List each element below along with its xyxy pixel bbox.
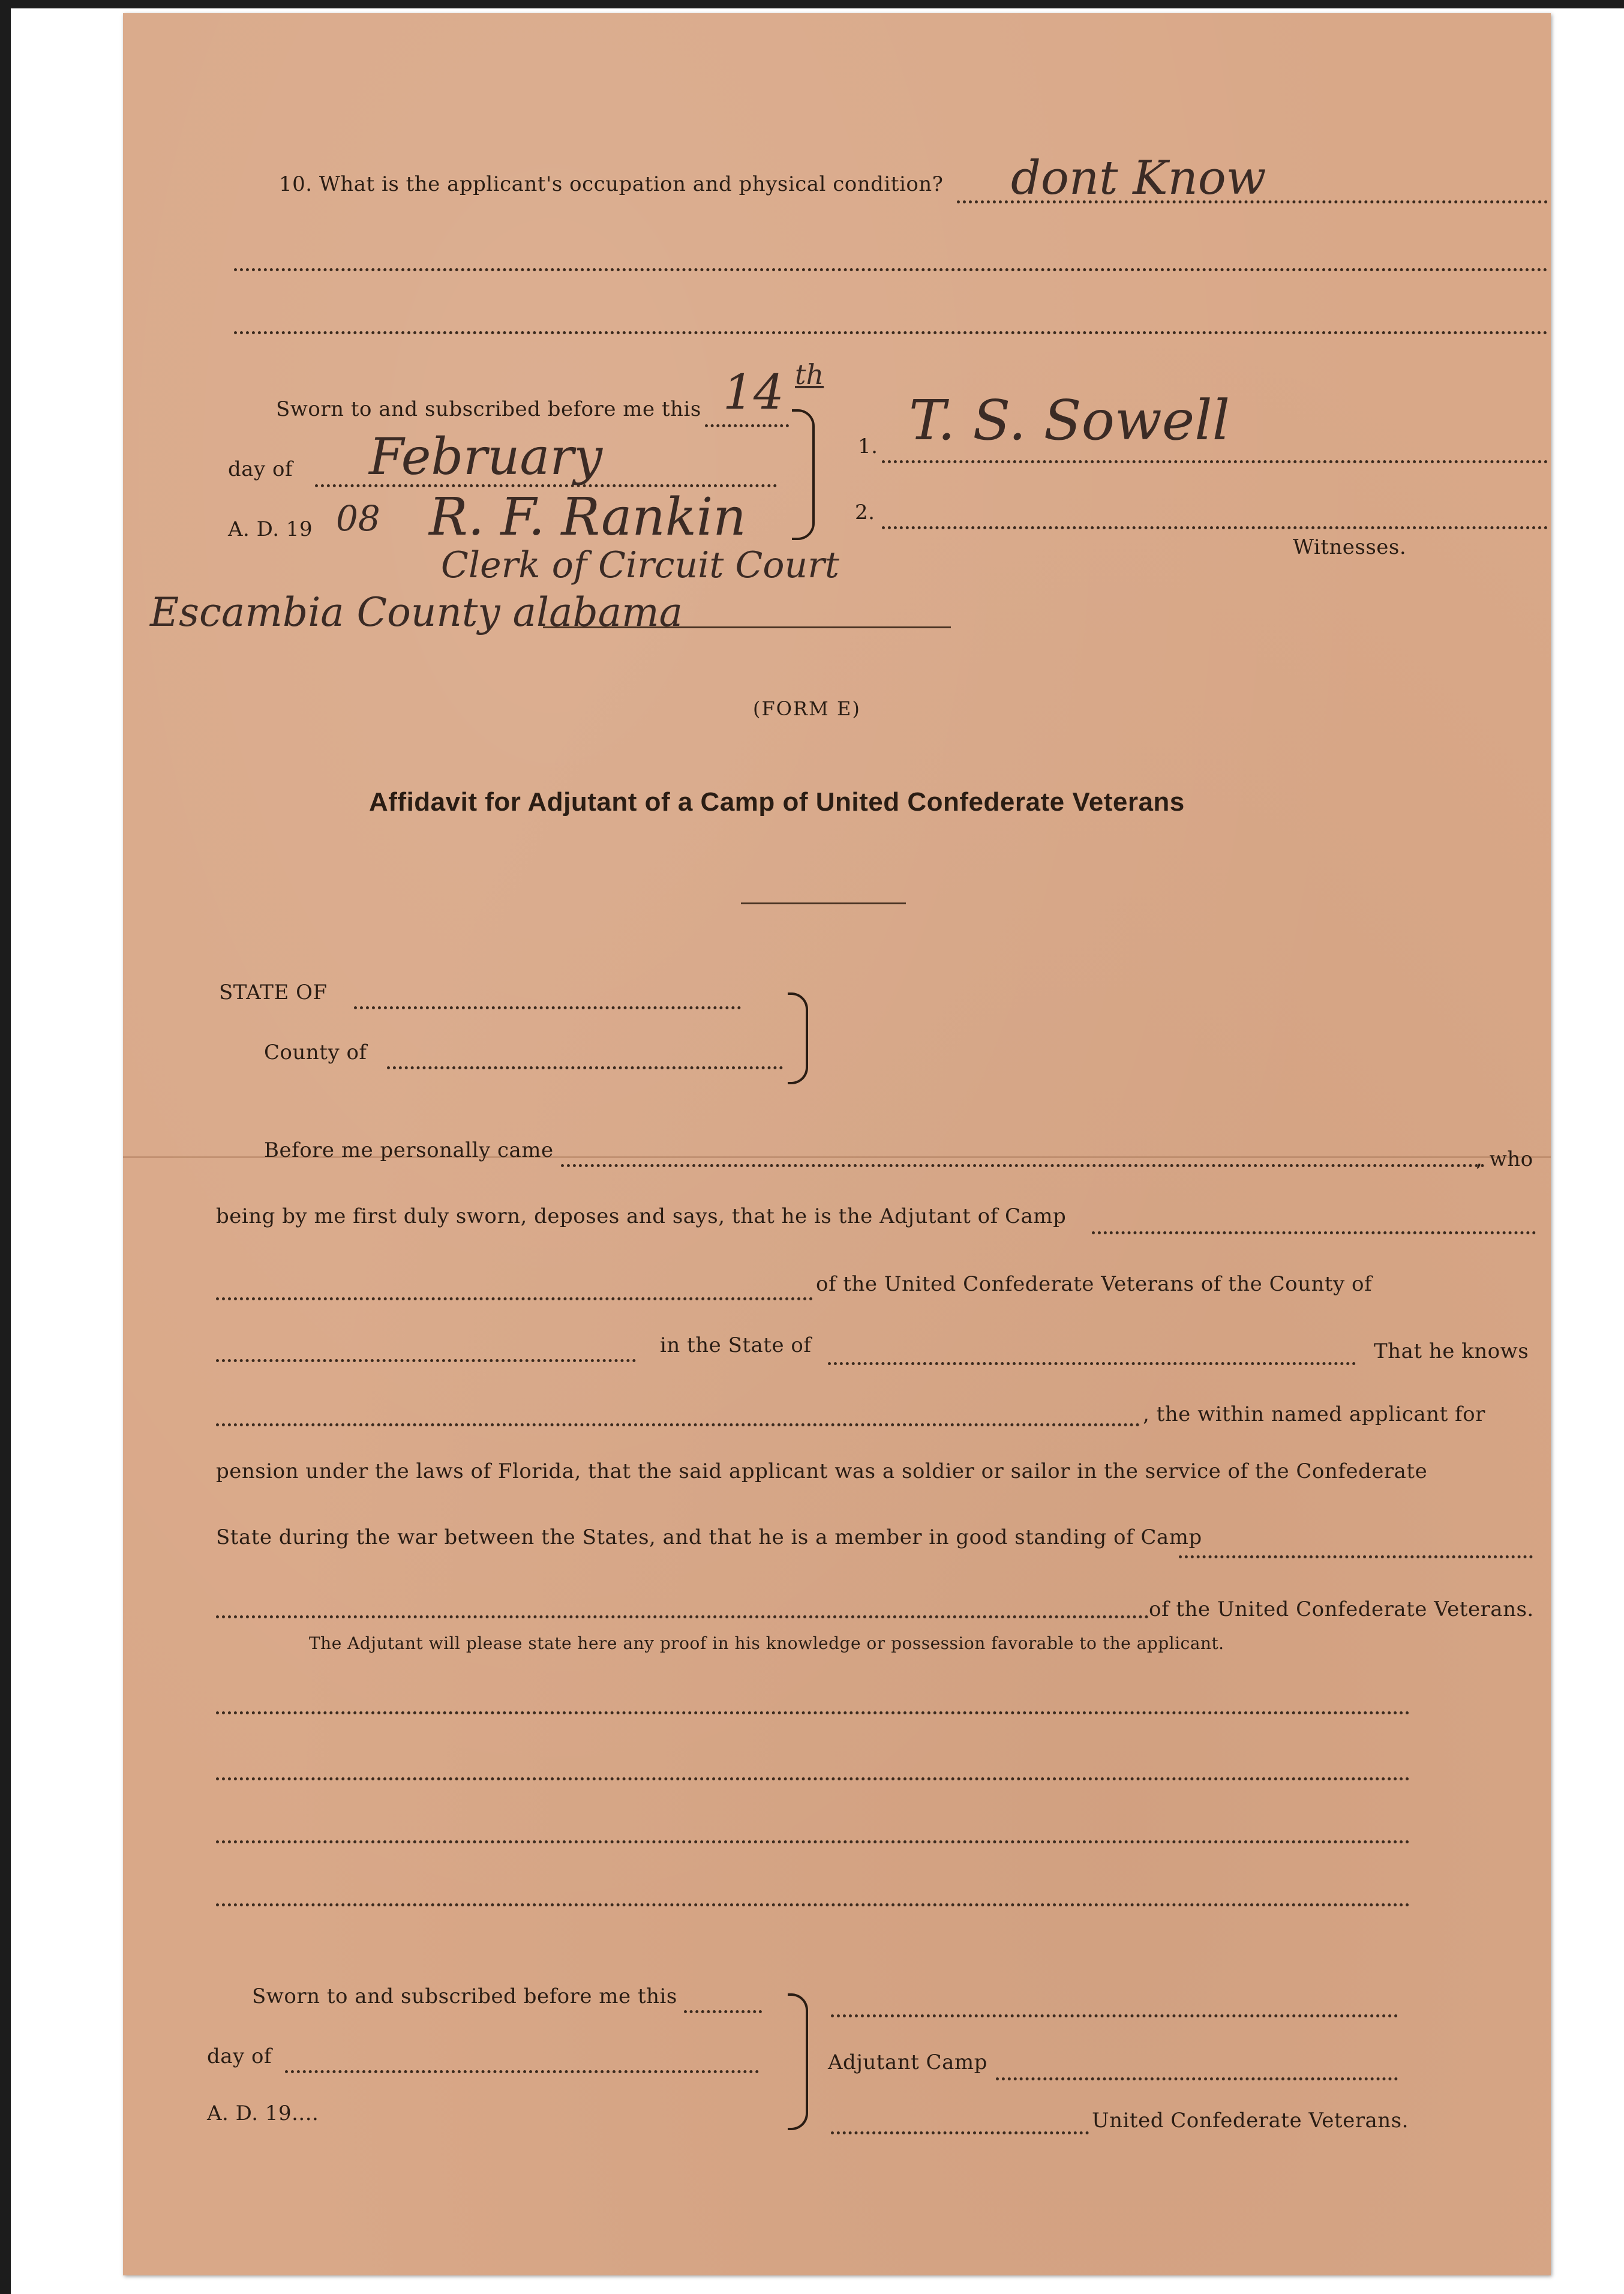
county-underline <box>543 626 951 628</box>
body-line-8: of the United Confederate Veterans. <box>1149 1597 1534 1621</box>
jurat-year: 08 <box>336 498 380 539</box>
body-line-1b: , who <box>1476 1147 1533 1171</box>
state-line <box>828 1362 1356 1365</box>
adjutant-camp-line <box>996 2077 1398 2080</box>
county-line <box>216 1359 636 1362</box>
proof-line <box>216 1903 1410 1906</box>
witness-1-signature: T. S. Sowell <box>909 388 1230 452</box>
body-line-4b: That he knows <box>1374 1339 1529 1363</box>
jurat-day-line <box>705 424 789 427</box>
jurat-month: February <box>369 427 603 486</box>
body-line-7: State during the war between the States, and that he is a member in good standing of Camp <box>216 1525 1202 1549</box>
ucv-line <box>831 2131 1089 2134</box>
jurat-day-number: 14 <box>723 364 784 420</box>
adjutant-signature-line <box>831 2014 1398 2017</box>
camp-line-2 <box>216 1297 813 1300</box>
affidavit-title: Affidavit for Adjutant of a Camp of United Confederate Veterans <box>369 787 1185 817</box>
question-10-answer: dont Know <box>1011 151 1266 205</box>
body-line-2: being by me first duly sworn, deposes and says, that he is the Adjutant of Camp <box>216 1204 1067 1228</box>
official-signature: R. F. Rankin <box>429 487 746 547</box>
scan-border-left <box>0 0 11 2294</box>
form-label: (FORM E) <box>753 697 861 720</box>
jurat2-day-line <box>684 2010 762 2013</box>
official-county: Escambia County alabama <box>150 589 683 635</box>
body-line-4a: in the State of <box>660 1333 812 1357</box>
jurat-sworn-text: Sworn to and subscribed before me this <box>276 397 701 421</box>
title-rule <box>741 902 906 904</box>
body-line-5: , the within named applicant for <box>1143 1402 1485 1426</box>
camp-line-3 <box>1179 1555 1533 1558</box>
body-line-6: pension under the laws of Florida, that the said applicant was a soldier or sailor in the service of the Confederate <box>216 1459 1428 1483</box>
ucv-label: United Confederate Veterans. <box>1092 2109 1409 2133</box>
proof-line <box>216 1777 1410 1780</box>
applicant-line <box>216 1423 1140 1426</box>
jurat2-month-line <box>285 2070 759 2073</box>
blank-line <box>234 268 1548 271</box>
camp-line <box>1092 1231 1536 1234</box>
jurat-brace <box>792 409 815 540</box>
jurat-day-of-label: day of <box>228 457 293 481</box>
document-page <box>123 13 1551 2275</box>
question-10-label: 10. What is the applicant's occupation and physical condition? <box>279 172 944 196</box>
state-brace <box>788 992 808 1084</box>
county-of-label: County of <box>264 1040 367 1064</box>
jurat2-ad-label: A. D. 19.... <box>207 2101 319 2125</box>
jurat2-day-of-label: day of <box>207 2044 272 2068</box>
body-line-1a: Before me personally came <box>264 1138 554 1162</box>
jurat-day-suffix: th <box>795 358 824 391</box>
witness-2-number: 2. <box>855 500 875 524</box>
witness-2-line <box>882 526 1548 529</box>
proof-line <box>216 1840 1410 1843</box>
witness-1-line <box>882 460 1548 463</box>
witness-1-number: 1. <box>858 434 878 458</box>
blank-line <box>234 331 1548 334</box>
state-of-label: STATE OF <box>219 980 328 1004</box>
camp-line-4 <box>216 1615 1149 1618</box>
proof-line <box>216 1711 1410 1714</box>
county-of-line <box>387 1066 783 1069</box>
adjutant-camp-label: Adjutant Camp <box>828 2050 987 2074</box>
adjutant-note: The Adjutant will please state here any proof in his knowledge or possession favorable to the applicant. <box>309 1633 1224 1653</box>
jurat-ad-label: A. D. 19 <box>228 517 313 541</box>
state-of-line <box>354 1006 741 1009</box>
official-title: Clerk of Circuit Court <box>441 544 839 586</box>
witnesses-label: Witnesses. <box>1293 535 1407 559</box>
affiant-name-line <box>561 1164 1485 1167</box>
scan-border-top <box>0 0 1624 8</box>
jurat2-brace <box>788 1993 808 2130</box>
jurat2-sworn-text: Sworn to and subscribed before me this <box>252 1984 677 2008</box>
body-line-3: of the United Confederate Veterans of the County of <box>816 1272 1373 1296</box>
